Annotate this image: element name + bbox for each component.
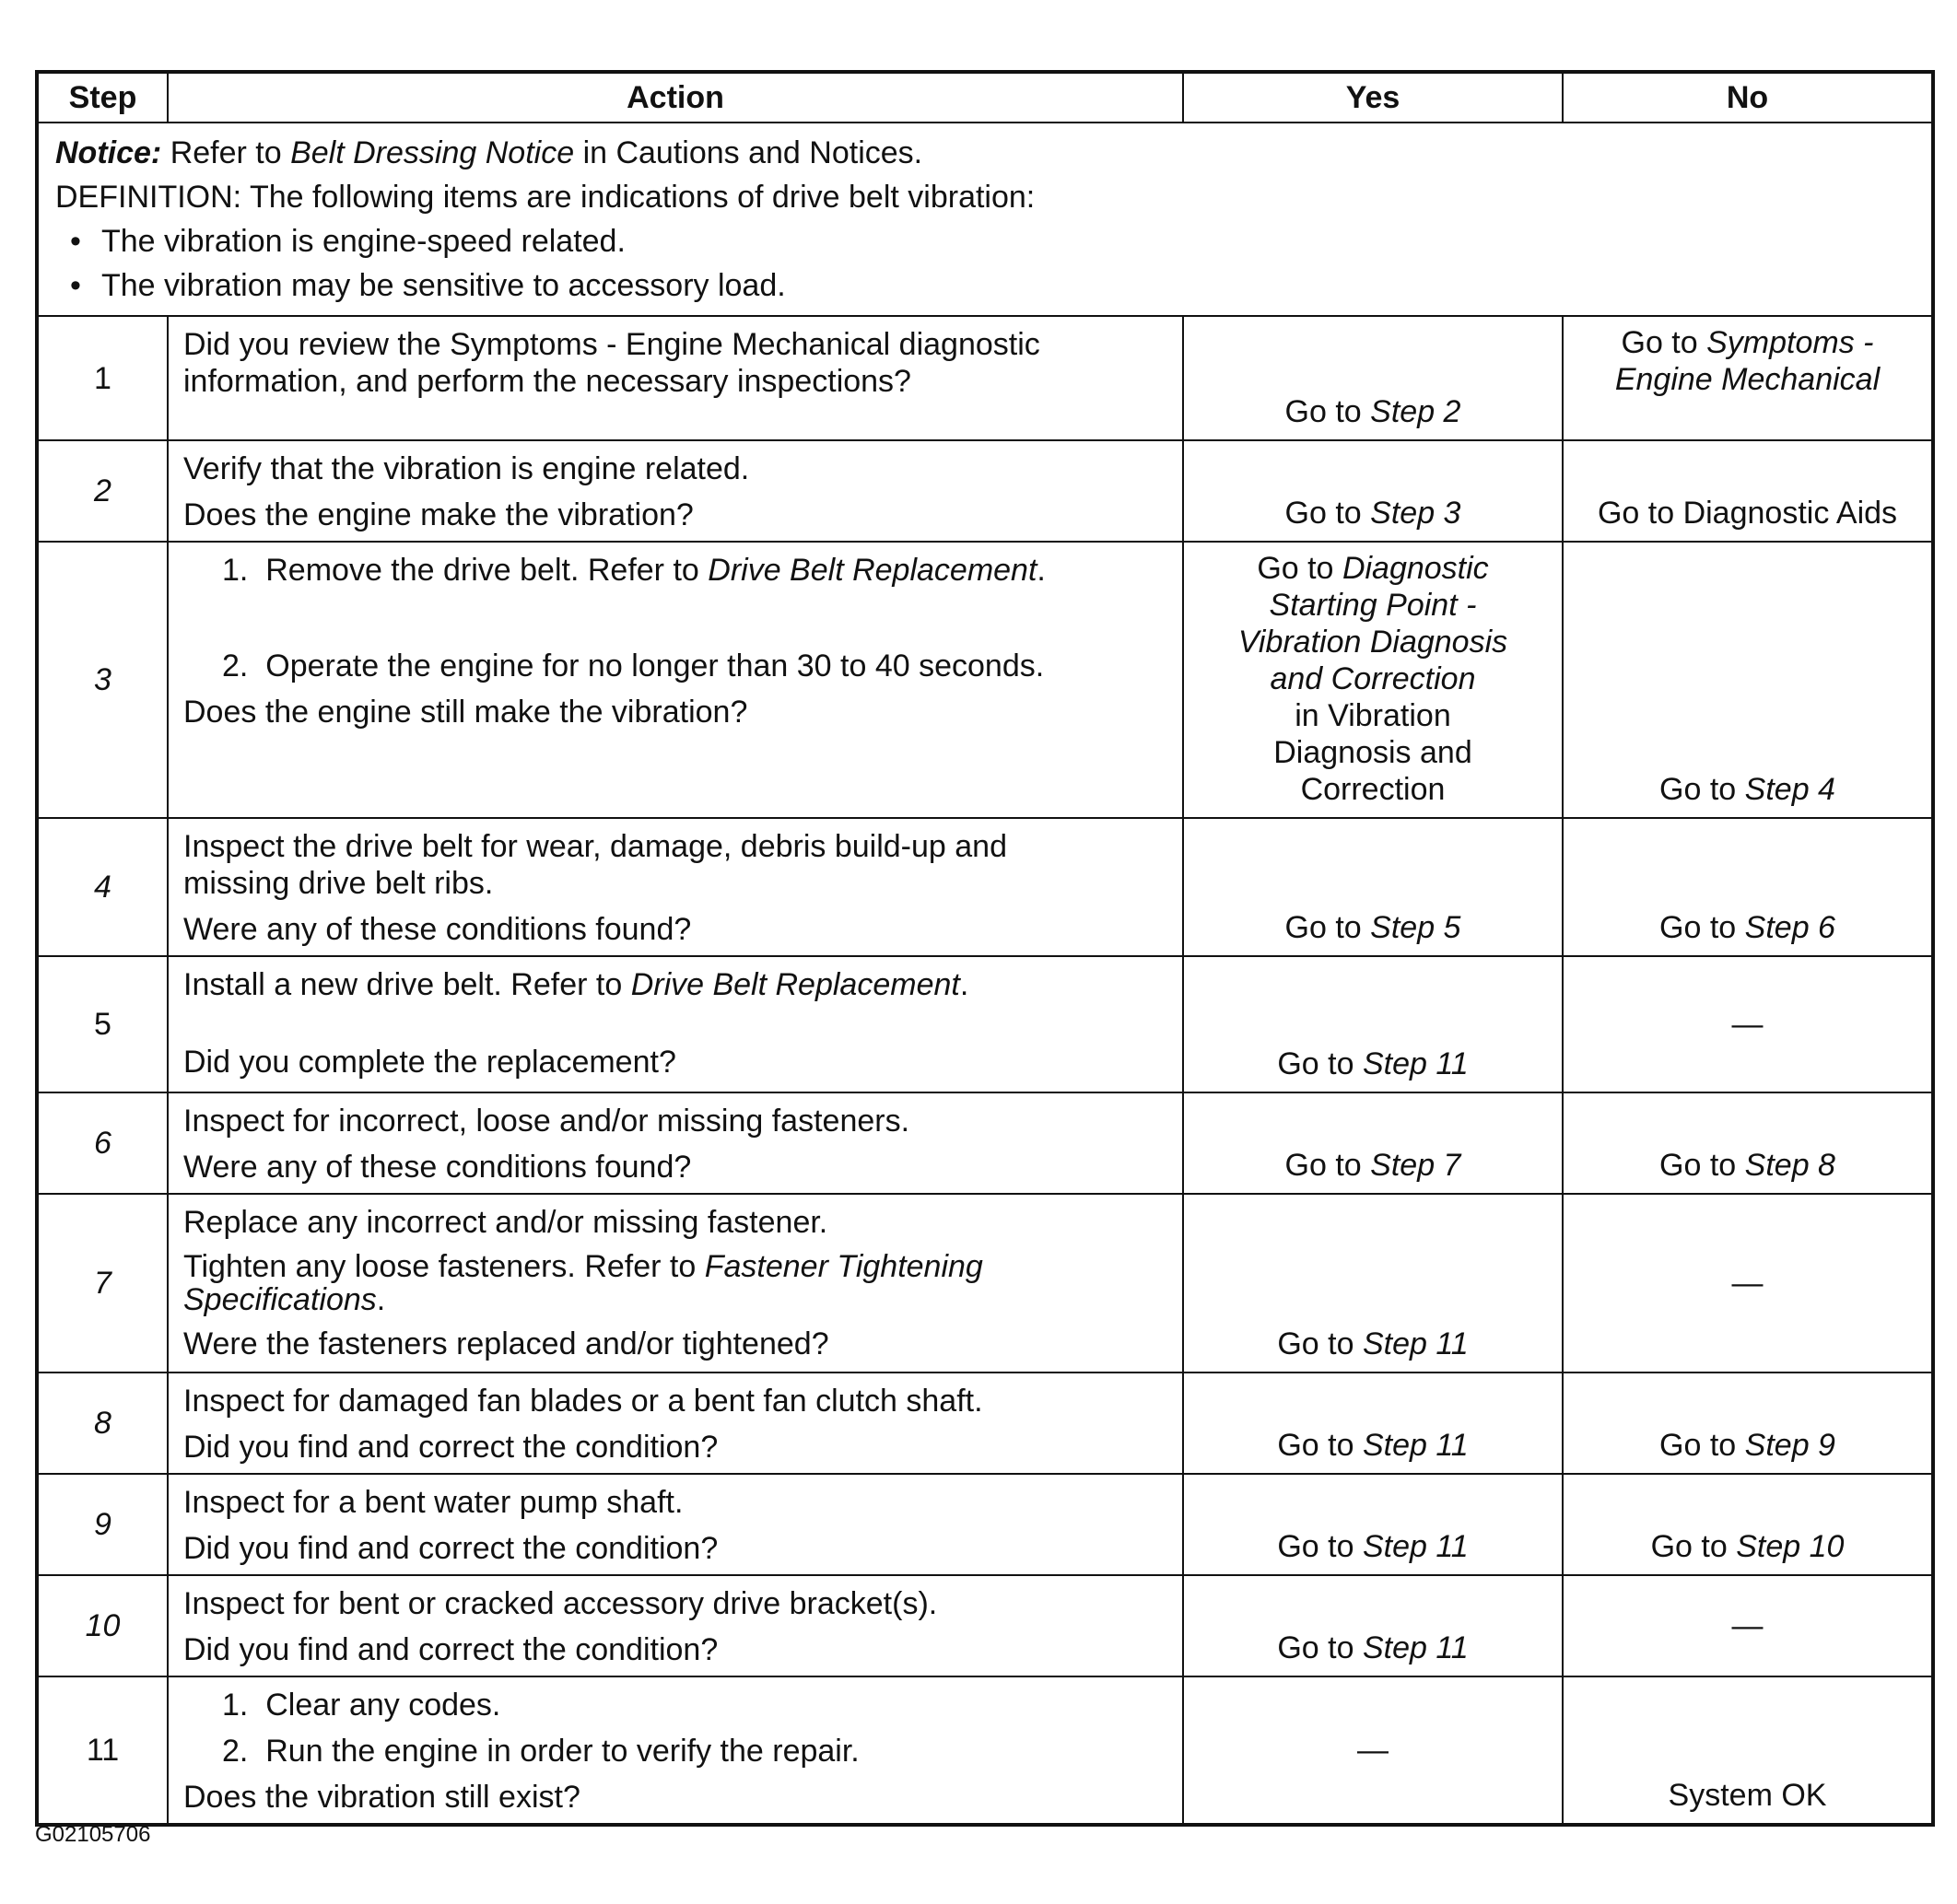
action-line: missing drive belt ribs. (183, 866, 494, 901)
action-text: Tighten any loose fasteners. Refer to (183, 1249, 697, 1284)
notice-label: Notice: (55, 135, 162, 170)
no-cell (1563, 1373, 1933, 1474)
action-cell (168, 956, 1183, 1092)
action-question: Does the vibration still exist? (183, 1780, 580, 1815)
no-cell (1563, 1676, 1933, 1825)
action-item: 2. Operate the engine for no longer than 30 to 40 seconds. (222, 648, 1045, 683)
header-yes: Yes (1183, 72, 1563, 123)
yes-text (1184, 1629, 1562, 1666)
no-cell (1563, 1575, 1933, 1676)
no-cell (1563, 440, 1933, 542)
step-number (37, 542, 168, 818)
diagnostic-table-sheet (35, 70, 1931, 1827)
yes-ref: Step 11 (1362, 1529, 1469, 1564)
action-cell (168, 1575, 1183, 1676)
yes-text (1184, 1427, 1562, 1464)
no-text (1564, 1147, 1931, 1184)
yes-ref: Starting Point - (1269, 588, 1477, 623)
notice-text-a: Refer to (170, 135, 282, 170)
no-cell (1563, 1194, 1933, 1373)
yes-ref: and Correction (1270, 661, 1476, 696)
no-text: System OK (1668, 1778, 1827, 1813)
table-row (37, 542, 1933, 818)
yes-ref: Step 11 (1362, 1326, 1469, 1361)
no-ref: Step 6 (1744, 910, 1835, 945)
action-cell (168, 1676, 1183, 1825)
no-ref: Step 4 (1744, 772, 1835, 807)
no-ref: Step 8 (1744, 1148, 1835, 1183)
yes-text (1184, 393, 1562, 430)
table-row (37, 1373, 1933, 1474)
action-cell (168, 1194, 1183, 1373)
step-number (37, 1474, 168, 1575)
yes-text (1193, 550, 1553, 808)
action-item-punct: . (1037, 553, 1046, 588)
step-number: 1 (37, 316, 168, 440)
action-cell (168, 440, 1183, 542)
yes-cell (1183, 818, 1563, 956)
action-question: Were the fasteners replaced and/or tightened? (183, 1326, 829, 1361)
no-text: — (1731, 1608, 1764, 1643)
no-text (1564, 771, 1931, 808)
action-numbered-list (183, 552, 1169, 684)
table-row (37, 1676, 1933, 1825)
action-line (183, 1250, 1169, 1316)
action-question: Does the engine still make the vibration? (183, 695, 748, 730)
action-line: Did you find and correct the condition? (183, 1632, 719, 1667)
yes-prefix: Go to (1277, 1046, 1354, 1081)
no-text (1564, 1427, 1931, 1464)
yes-text (1184, 1045, 1562, 1082)
action-line: Inspect for incorrect, loose and/or missing fasteners. (183, 1104, 910, 1139)
yes-cell (1183, 1092, 1563, 1194)
no-cell (1563, 316, 1933, 440)
yes-suffix: Correction (1300, 772, 1446, 807)
no-cell (1563, 1092, 1933, 1194)
definition-list (55, 219, 1916, 308)
yes-ref: Step 11 (1362, 1046, 1469, 1081)
action-cell (168, 542, 1183, 818)
definition-bullet: • The vibration is engine-speed related. (101, 219, 1916, 263)
no-cell (1563, 542, 1933, 818)
table-row (37, 440, 1933, 542)
yes-text (1184, 1528, 1562, 1565)
action-line: Were any of these conditions found? (183, 1150, 692, 1185)
step-number (37, 1575, 168, 1676)
no-text (1564, 909, 1931, 946)
action-line: Verify that the vibration is engine related. (183, 451, 750, 486)
step-number (37, 1194, 168, 1373)
action-cell (168, 1092, 1183, 1194)
step-number-text: 2 (94, 473, 111, 508)
yes-suffix: in Vibration (1295, 698, 1451, 733)
figure-id: G02105706 (35, 1822, 151, 1847)
step-number-text: 8 (94, 1406, 111, 1441)
yes-cell (1183, 1676, 1563, 1825)
action-item-text: Clear any codes. (265, 1688, 501, 1723)
step-number-text: 4 (94, 870, 111, 905)
action-punct: . (376, 1282, 386, 1317)
no-text: — (1731, 1007, 1764, 1042)
action-line (183, 966, 1169, 1003)
yes-cell (1183, 542, 1563, 818)
step-number-text: 10 (85, 1608, 121, 1643)
yes-text (1184, 1147, 1562, 1184)
header-no: No (1563, 72, 1933, 123)
no-ref: Step 9 (1744, 1428, 1835, 1463)
yes-prefix: Go to (1277, 1428, 1354, 1463)
action-cell (168, 818, 1183, 956)
header-row (37, 72, 1933, 123)
action-ref: Specifications (183, 1282, 377, 1317)
step-number (37, 440, 168, 542)
yes-text: — (1357, 1733, 1389, 1768)
action-ref: Drive Belt Replacement (630, 967, 960, 1002)
action-item-text: Operate the engine for no longer than 30 to 40 seconds. (265, 648, 1045, 683)
no-text (1564, 1528, 1931, 1565)
no-ref: Symptoms - (1706, 325, 1874, 360)
step-number-text: 7 (94, 1266, 111, 1301)
notice-text-b: in Cautions and Notices. (582, 135, 923, 170)
yes-text (1184, 495, 1562, 531)
header-action: Action (168, 72, 1183, 123)
yes-ref: Step 2 (1370, 394, 1461, 429)
spacer (222, 598, 1169, 638)
no-cell (1563, 956, 1933, 1092)
yes-ref: Step 7 (1370, 1148, 1461, 1183)
action-text: Install a new drive belt. Refer to (183, 967, 623, 1002)
action-line: Did you find and correct the condition? (183, 1531, 719, 1566)
action-question: Did you complete the replacement? (183, 1045, 676, 1080)
definition-bullet: • The vibration may be sensitive to accessory load. (101, 263, 1916, 308)
no-ref: Step 10 (1736, 1529, 1845, 1564)
yes-cell (1183, 1474, 1563, 1575)
yes-prefix: Go to (1284, 1148, 1362, 1183)
step-number (37, 1373, 168, 1474)
yes-cell (1183, 440, 1563, 542)
definition-line: DEFINITION: The following items are indications of drive belt vibration: (55, 180, 1036, 215)
yes-prefix: Go to (1284, 394, 1362, 429)
step-number (37, 1092, 168, 1194)
yes-cell (1183, 1194, 1563, 1373)
no-text: Go to Diagnostic Aids (1597, 496, 1898, 531)
action-line: Inspect the drive belt for wear, damage, debris build-up and (183, 829, 1007, 864)
notice-ref: Belt Dressing Notice (290, 135, 575, 170)
action-line: Inspect for damaged fan blades or a bent fan clutch shaft. (183, 1384, 983, 1419)
no-cell (1563, 818, 1933, 956)
step-number: 5 (37, 956, 168, 1092)
step-number-text: 3 (94, 662, 111, 697)
no-cell (1563, 1474, 1933, 1575)
yes-prefix: Go to (1277, 1529, 1354, 1564)
action-numbered-list (183, 1687, 1169, 1770)
yes-prefix: Go to (1277, 1630, 1354, 1665)
diagnostic-table (35, 70, 1935, 1827)
yes-ref: Step 5 (1370, 910, 1461, 945)
action-ref: Fastener Tightening (704, 1249, 983, 1284)
yes-text (1184, 1326, 1562, 1362)
no-ref: Engine Mechanical (1614, 362, 1881, 397)
yes-cell (1183, 956, 1563, 1092)
action-cell (168, 316, 1183, 440)
action-item: 1. Remove the drive belt. Refer to Drive Belt Replacement. (222, 553, 1046, 588)
notice-cell (37, 123, 1933, 316)
action-item-text: Run the engine in order to verify the repair. (265, 1734, 860, 1769)
action-line: Did you find and correct the condition? (183, 1430, 719, 1465)
no-prefix: Go to (1621, 325, 1698, 360)
no-prefix: Go to (1650, 1529, 1728, 1564)
action-punct: . (959, 967, 969, 1002)
yes-ref: Step 11 (1362, 1428, 1469, 1463)
no-prefix: Go to (1659, 772, 1737, 807)
yes-prefix: Go to (1284, 910, 1362, 945)
action-line: Inspect for a bent water pump shaft. (183, 1485, 684, 1520)
yes-prefix: Go to (1277, 1326, 1354, 1361)
header-step: Step (37, 72, 168, 123)
table-row (37, 956, 1933, 1092)
action-line: Were any of these conditions found? (183, 912, 692, 947)
yes-ref: Step 11 (1362, 1630, 1469, 1665)
table-row (37, 818, 1933, 956)
yes-suffix: Diagnosis and (1273, 735, 1472, 770)
yes-ref: Step 3 (1370, 496, 1461, 531)
step-number-text: 6 (94, 1126, 111, 1161)
action-item: 1. Clear any codes. (222, 1688, 501, 1723)
yes-cell (1183, 1373, 1563, 1474)
notice-line (55, 131, 1916, 175)
action-line: Does the engine make the vibration? (183, 497, 694, 532)
action-line: Did you review the Symptoms - Engine Mechanical diagnostic (183, 327, 1040, 362)
table-row (37, 1092, 1933, 1194)
action-item-ref: Drive Belt Replacement (708, 553, 1037, 588)
action-item-text: Remove the drive belt. Refer to (265, 553, 699, 588)
action-cell (168, 1373, 1183, 1474)
no-prefix: Go to (1659, 1428, 1737, 1463)
yes-text (1184, 909, 1562, 946)
step-number: 11 (37, 1676, 168, 1825)
action-line: information, and perform the necessary inspections? (183, 364, 911, 399)
yes-cell (1183, 316, 1563, 440)
action-item: 2. Run the engine in order to verify the repair. (222, 1734, 860, 1769)
action-line: Inspect for bent or cracked accessory drive bracket(s). (183, 1586, 938, 1621)
yes-ref: Diagnostic (1342, 551, 1489, 586)
step-number (37, 818, 168, 956)
no-text: — (1731, 1266, 1764, 1301)
yes-prefix: Go to (1257, 551, 1334, 586)
no-prefix: Go to (1659, 910, 1737, 945)
no-prefix: Go to (1659, 1148, 1737, 1183)
yes-prefix: Go to (1284, 496, 1362, 531)
step-number-text: 9 (94, 1507, 111, 1542)
table-row (37, 1575, 1933, 1676)
table-row (37, 1194, 1933, 1373)
notice-row (37, 123, 1933, 316)
table-row (37, 316, 1933, 440)
table-row (37, 1474, 1933, 1575)
action-line: Replace any incorrect and/or missing fastener. (183, 1205, 828, 1240)
yes-ref: Vibration Diagnosis (1237, 625, 1508, 660)
yes-cell (1183, 1575, 1563, 1676)
action-cell (168, 1474, 1183, 1575)
no-text (1573, 324, 1922, 398)
